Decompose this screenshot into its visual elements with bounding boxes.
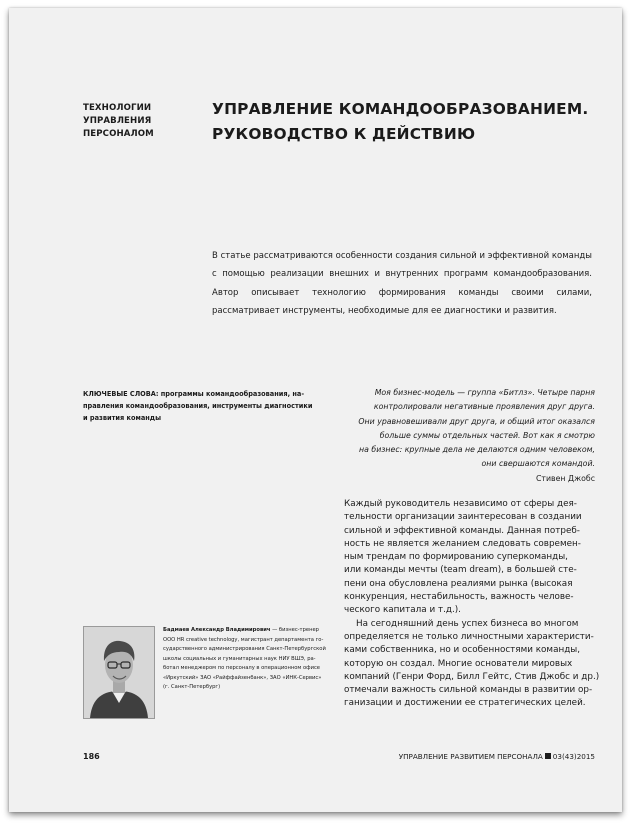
author-bio-line: «Иркутский» ЗАО «Райффайзенбанк», ЗАО «ИНК-Сервис» [163,674,322,681]
author-bio [163,626,328,693]
keywords-line: КЛЮЧЕВЫЕ СЛОВА: программы командообразования, на- [83,389,305,398]
author-bio-line: ООО HR creative technology, магистрант департамента го- [163,636,324,643]
square-separator-icon [545,753,551,759]
journal-issue: 03(43)2015 [552,752,595,761]
author-bio-line: (г. Санкт-Петербург) [163,684,221,690]
epigraph-author: Стивен Джобс [535,473,595,483]
body-line: которую он создал. Многие основатели мировых [344,658,573,669]
keywords [83,388,321,423]
epigraph-line: Они уравновешивали друг друга, и общий итог оказался [358,416,595,426]
journal-page [9,8,622,812]
body-line: ным трендам по формированию суперкоманды, [344,552,568,563]
article-lead: В статье рассматриваются особенности создания сильной и эффективной команды с помощью реализации внешних и внутренних программ командообразования. Автор описывает технологию формирования команды своими силами, рассматривает инструменты, необходимые для ее диагностики и развития. [212,251,592,316]
journal-name: УПРАВЛЕНИЕ РАЗВИТИЕМ ПЕРСОНАЛА [398,752,543,761]
keywords-line: правления командообразования, инструменты диагностики [83,400,313,410]
section-label [83,102,193,141]
body-line: пени она обусловлена реалиями рынка (высокая [344,578,573,589]
article-title [212,97,592,147]
section-label-line: ТЕХНОЛОГИИ [83,103,152,113]
article-body [344,498,600,711]
author-photo [83,626,155,719]
author-bio-line: школы социальных и гуманитарных наук НИУ ВШЭ, ра- [163,655,316,662]
epigraph-line: они свершаются командой. [481,459,595,469]
body-line: отмечали важность сильной команды в развитии ор- [344,685,593,696]
page-number: 186 [83,752,100,761]
author-bio-text: — бизнес-тренер [270,627,319,633]
article-title-line: РУКОВОДСТВО К ДЕЙСТВИЮ [212,125,476,143]
article-title-line: УПРАВЛЕНИЕ КОМАНДООБРАЗОВАНИЕМ. [212,100,589,118]
body-line: тельности организации заинтересован в создании [344,512,582,523]
author-name: Бадмаев Александр Владимирович [163,627,271,633]
section-label-line: УПРАВЛЕНИЯ [83,116,152,126]
epigraph-line: на бизнес: крупные дела не делаются одним человеком, [359,445,595,455]
epigraph-line: контролировали негативные проявления друг друга. [373,402,595,412]
body-line: Каждый руководитель независимо от сферы дея- [344,499,577,509]
epigraph [339,386,595,486]
section-label-line: ПЕРСОНАЛОМ [83,129,154,139]
epigraph-line: Моя бизнес-модель — группа «Битлз». Четыре парня [374,388,595,397]
epigraph-line: больше суммы отдельных частей. Вот как я смотрю [379,430,595,440]
keywords-line: и развития команды [83,412,162,422]
body-line: или команды мечты (team dream), в большей сте- [344,565,577,576]
body-line: определяется не только личностными характеристи- [344,631,594,642]
author-bio-line: ботал менеджером по персоналу в операционном офисе [163,665,320,671]
body-line: компаний (Генри Форд, Билл Гейтс, Стив Джобс и др.) [344,671,600,682]
body-line: ками собственника, но и особенностями команды, [344,645,581,656]
body-line: сильной и эффективной команды. Данная потреб- [344,525,580,536]
journal-footer [339,752,595,761]
body-line: ганизации и достижении ее стратегических целей. [344,698,586,709]
author-portrait-image [84,627,154,718]
body-line: На сегодняшний день успех бизнеса во многом [356,618,579,629]
body-line: ность не является желанием следовать современ- [344,538,581,549]
body-line: ческого капитала и т.д.). [344,605,461,616]
author-bio-line: сударственного администрирования Санкт-Петербургской [163,646,326,652]
body-line: конкуренция, нестабильность, важность челове- [344,592,574,603]
author-bio-line [163,626,328,636]
